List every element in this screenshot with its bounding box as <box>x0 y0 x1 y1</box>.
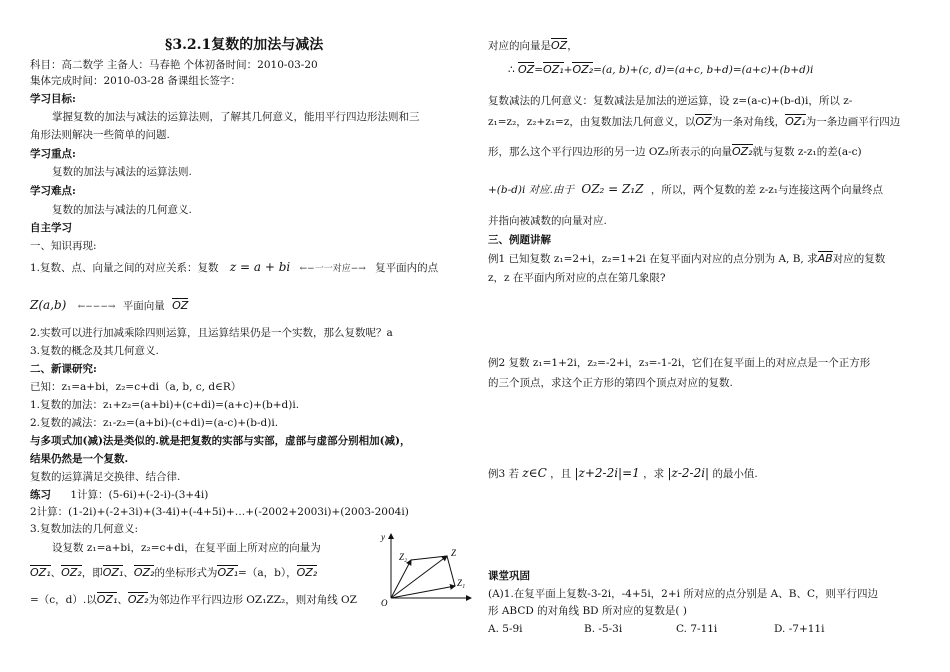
complex-formula: z = a + bi <box>229 260 291 274</box>
sub-geo-2: z₁=z₂，z₂+z₁=z，由复数加法几何意义，以OZ为一条对角线，OZ₁为一条边画平行四边 <box>488 115 901 128</box>
self-study-heading: 自主学习 <box>30 222 72 234</box>
vector-oz-r: OZ <box>551 39 568 52</box>
option-d: D. -7+11i <box>774 623 825 635</box>
vector-oz1-sum: OZ₁ <box>543 63 564 76</box>
vector-oz-diag: OZ <box>695 115 712 128</box>
option-c: C. 7-11i <box>676 623 718 635</box>
vector-oz2-sum: OZ₂ <box>572 63 594 76</box>
edge-z2-z <box>411 556 447 560</box>
origin-label: O <box>381 598 388 608</box>
geo-heading: 3.复数加法的几何意义: <box>30 523 139 535</box>
page-title: §3.2.1复数的加法与减法 <box>165 37 324 53</box>
law-line: 复数的运算满足交换律、结合律. <box>30 471 181 483</box>
geo-text-2: OZ₁、OZ₂，即OZ₁、OZ₂的坐标形式为OZ₁=（a，b），OZ₂ <box>30 566 318 579</box>
key-heading: 学习重点: <box>30 148 76 160</box>
geo-text-3: =（c，d）.以OZ₁、OZ₂为邻边作平行四边形 OZ₁ZZ₂，则对角线 OZ <box>30 593 357 606</box>
option-b: B. -5-3i <box>584 623 623 635</box>
goals-heading: 学习目标: <box>30 93 76 105</box>
one-to-one-arrow-2: ←−−−→ <box>77 302 116 312</box>
z1-label: Z₁ <box>457 578 466 588</box>
correspondence-line <box>30 260 438 276</box>
z-label: Z <box>451 548 457 558</box>
vector-oz2: OZ₂ <box>61 566 82 579</box>
sub-geo-4: +(b-d)i 对应.由于 OZ₂ = Z₁Z ，所以，两个复数的差 z-z₁与连接这两个向量终点 <box>488 182 884 196</box>
point-formula: Z(a,b) <box>30 298 67 312</box>
vector-oz2-b: OZ₂ <box>133 566 155 579</box>
key-text: 复数的加法与减法的运算法则. <box>52 166 192 178</box>
y-label: y <box>381 532 385 542</box>
right-line-1: 对应的向量是OZ， <box>488 39 578 52</box>
rule-line-1: 与多项式加(减)法是类似的.就是把复数的实部与实部，虚部与虚部分别相加(减)， <box>30 435 411 447</box>
sum-formula-line: ∴ OZ=OZ₁+OZ₂=(a, b)+(c, d)=(a+c, b+d)=(a+c)+(b+d)i <box>508 63 814 76</box>
one-to-one-arrow: ←−一一对应−→ <box>299 264 366 274</box>
vector-oz2-d: OZ₂ <box>127 593 149 606</box>
item-3: 3.复数的概念及其几何意义. <box>30 345 159 357</box>
addition-line: 1.复数的加法：z₁+z₂=(a+bi)+(c+di)=(a+c)+(b+d)i. <box>30 399 300 411</box>
vector-oz1-d: OZ₁ <box>96 593 118 606</box>
new-lesson-heading: 二、新课研究: <box>30 363 97 375</box>
point-vector-line <box>30 298 188 314</box>
correspondence-text-2: 复平面内的点 <box>375 262 439 274</box>
review-heading: 一、知识再现: <box>30 240 97 252</box>
example-2-line-2: 的三个顶点，求这个正方形的第四个顶点对应的复数. <box>488 377 733 389</box>
correspondence-text-1: 1.复数、点、向量之间的对应关系：复数 <box>30 262 219 274</box>
parallelogram-diagram <box>373 530 473 610</box>
vector-oz1-b: OZ₁ <box>102 566 124 579</box>
ex3-formula-2: |z+2-2i|=1 <box>574 466 640 480</box>
item-2: 2.实数可以进行加减乘除四则运算，且运算结果仍是一个实数，那么复数呢？a <box>30 327 393 339</box>
meta-line-1: 科目：高二数学 主备人：马春艳 个体初备时间：2010-03-20 <box>30 59 318 71</box>
difference-formula: OZ₂ = Z₁Z <box>581 182 644 196</box>
vector-oz2-c: OZ₂ <box>296 566 318 579</box>
vector-oz1-c: OZ₁ <box>217 566 239 579</box>
vector-z1-line <box>391 586 455 598</box>
vector-oz1: OZ₁ <box>30 566 51 579</box>
vector-z-line <box>391 556 447 598</box>
option-a: A. 5-9i <box>488 623 523 635</box>
vector-oz: OZ <box>172 299 189 312</box>
rule-line-2: 结果仍然是一个复数. <box>30 453 129 465</box>
vector-oz-sum: OZ <box>518 63 535 76</box>
consolidate-heading: 课堂巩固 <box>488 570 530 582</box>
ex3-formula-3: |z-2-2i| <box>667 466 710 480</box>
meta-line-2: 集体完成时间：2010-03-28 备课组长签字： <box>30 75 241 87</box>
question-1-line-2: 形 ABCD 的对角线 BD 所对应的复数是( ) <box>488 605 687 617</box>
practice-calc-1: 1计算：(5-6i)+(-2-i)-(3+4i) <box>70 489 209 501</box>
vector-ab: AB <box>817 252 833 265</box>
practice-calc-2: 2计算：(1-2i)+(-2+3i)+(3-4i)+(-4+5i)+…+(-2002+2003i)+(2003-2004i) <box>30 506 409 518</box>
examples-heading: 三、例题讲解 <box>488 234 551 246</box>
sub-geo-5: 并指向被减数的向量对应. <box>488 215 607 227</box>
practice-line-1 <box>30 488 208 502</box>
known-line: 已知：z₁=a+bi，z₂=c+di（a, b, c, d∈R） <box>30 381 242 393</box>
goals-text-2: 角形法则解决一些简单的问题. <box>30 129 170 141</box>
example-1-line-2: z，z 在平面内所对应的点在第几象限? <box>488 272 666 284</box>
sub-geo-1: 复数减法的几何意义：复数减法是加法的逆运算，设 z=(a-c)+(b-d)i，所以 z- <box>488 95 853 107</box>
goals-text-1: 掌握复数的加法与减法的运算法则，了解其几何意义，能用平行四边形法则和三 <box>52 111 420 123</box>
vector-oz1-edge: OZ₁ <box>785 115 806 128</box>
geo-text-1: 设复数 z₁=a+bi，z₂=c+di，在复平面上所对应的向量为 <box>52 542 321 554</box>
plane-vector-text: 平面向量 <box>122 300 165 312</box>
example-1-line-1: 例1 已知复数 z₁=2+i，z₂=1+2i 在复平面内对应的点分别为 A, B, 求AB对应的复数 <box>488 252 886 265</box>
z2-label: Z₂ <box>399 552 408 562</box>
vector-oz2-other: OZ₂ <box>731 145 753 158</box>
practice-heading: 练习 <box>30 489 51 501</box>
example-3-line: 例3 若 z∈C ，且 |z+2-2i|=1 ，求 |z-2-2i| 的最小值. <box>488 466 758 480</box>
example-2-line-1: 例2 复数 z₁=1+2i，z₂=-2+i，z₃=-1-2i，它们在复平面上的对应点是一个正方形 <box>488 357 871 369</box>
sub-geo-3: 形，那么这个平行四边形的另一边 OZ₂所表示的向量OZ₂就与复数 z-z₁的差(a-c) <box>488 145 862 158</box>
question-1-line-1: (A)1.在复平面上复数-3-2i，-4+5i，2+i 所对应的点分别是 A、B、C，则平行四边 <box>488 588 879 600</box>
difficulty-heading: 学习难点: <box>30 185 76 197</box>
subtraction-line: 2.复数的减法：z₁-z₂=(a+bi)-(c+di)=(a-c)+(b-d)i. <box>30 417 279 429</box>
edge-z1-z <box>447 556 455 586</box>
vector-z2-line <box>391 560 411 598</box>
ex3-formula-1: z∈C <box>522 466 547 480</box>
difficulty-text: 复数的加法与减法的几何意义. <box>52 204 192 216</box>
